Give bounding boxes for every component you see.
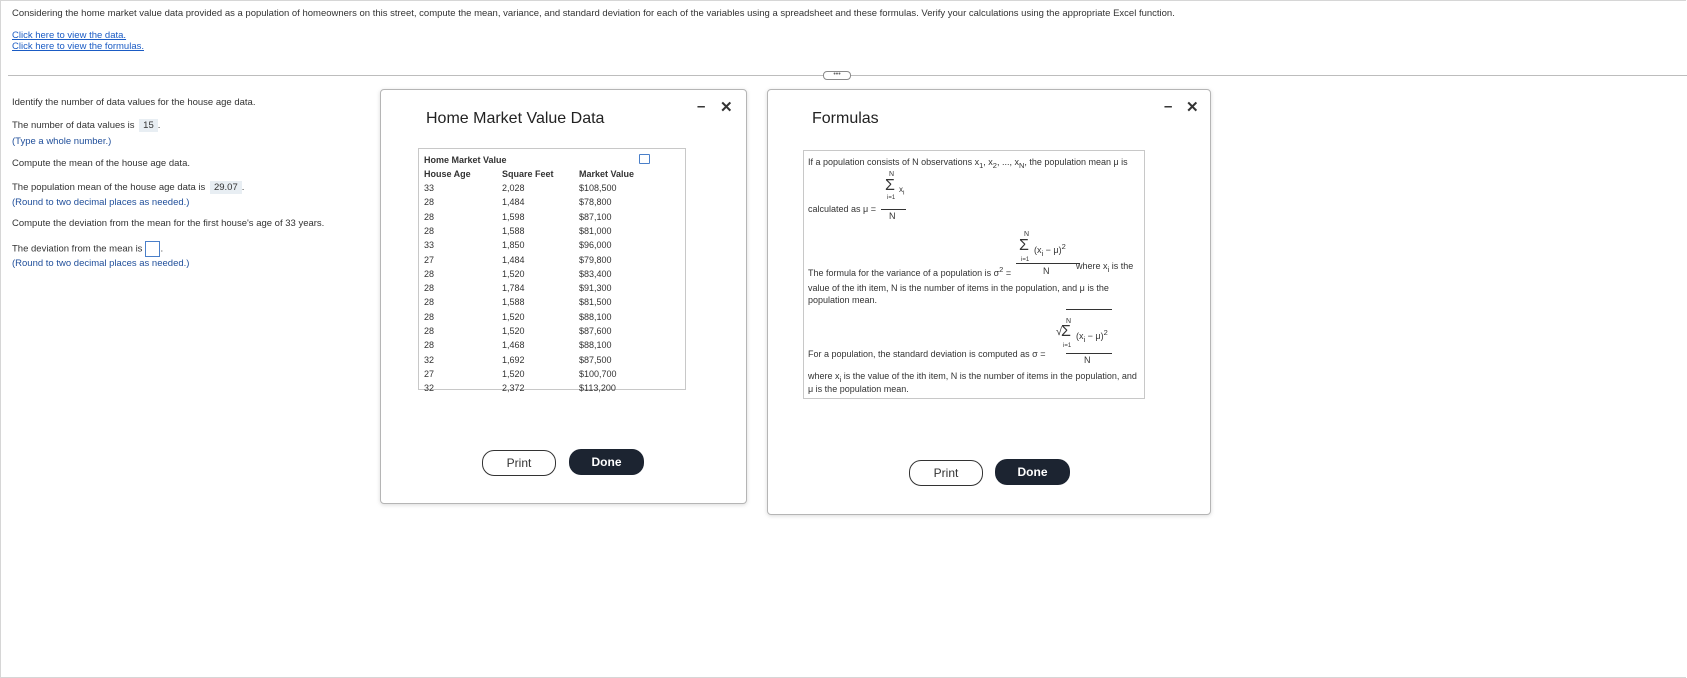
table-cell: 1,598 — [502, 211, 525, 222]
table-cell: 28 — [424, 311, 435, 322]
table-cell: 1,520 — [502, 368, 525, 379]
table-cell: $87,500 — [579, 354, 612, 365]
table-cell: $113,200 — [579, 383, 616, 394]
table-cell: 1,520 — [502, 326, 525, 336]
table-cell: $88,100 — [579, 311, 612, 322]
table-cell: $108,500 — [579, 183, 617, 193]
table-cell: 1,588 — [502, 225, 525, 236]
table-cell: 28 — [424, 211, 435, 222]
denominator-n: N — [889, 211, 896, 221]
answer-1-hint: (Type a whole number.) — [12, 136, 112, 147]
sd-text: For a population, the standard deviation is computed as σ = — [808, 349, 1046, 359]
table-cell: 1,850 — [502, 240, 525, 251]
table-cell: 28 — [424, 268, 435, 279]
sum-upper-n: N — [1024, 231, 1030, 238]
variance-where: where $x_i$ is the — [1076, 261, 1134, 274]
data-modal-title: Home Market Value Data — [426, 110, 605, 127]
table-cell: 33 — [424, 240, 435, 251]
data-modal — [380, 89, 747, 504]
table-cell: 27 — [424, 254, 435, 265]
minimize-icon[interactable]: – — [1164, 98, 1173, 115]
table-cell: 28 — [424, 297, 435, 308]
formulas-modal-title: Formulas — [812, 110, 879, 127]
question-2: Compute the mean of the house age data. — [12, 158, 190, 169]
formulas-modal — [767, 89, 1211, 515]
sum-lower: i=1 — [887, 195, 896, 201]
data-table — [418, 148, 686, 394]
sd-line2: where $x_i$ is the value of the ith item, N is the number of items in the population, and — [808, 371, 1137, 384]
denominator-n: N — [1084, 355, 1091, 365]
table-cell: 28 — [424, 340, 435, 351]
table-cell: 1,484 — [502, 197, 525, 208]
download-icon[interactable] — [639, 154, 650, 164]
print-button[interactable]: Print — [482, 450, 556, 476]
answer-1-label: The number of data values is — [12, 120, 135, 131]
table-cell: $79,800 — [579, 254, 612, 265]
answer-2-value[interactable]: 29.07 — [210, 181, 242, 194]
answer-2-label: The population mean of the house age data is — [12, 182, 206, 193]
table-cell: 1,692 — [502, 354, 525, 365]
sd-line3: μ is the population mean. — [808, 384, 909, 394]
table-cell: 1,520 — [502, 311, 525, 322]
table-cell: 28 — [424, 326, 435, 336]
minimize-icon[interactable]: – — [697, 98, 706, 115]
mean-intro: If a population consists of N observations $x_1$, $x_2$, ..., $x_N$, the population mean μ is — [808, 157, 1128, 170]
done-button[interactable]: Done — [995, 459, 1070, 485]
table-cell: $87,600 — [579, 326, 612, 336]
table-cell: $91,300 — [579, 283, 612, 294]
table-cell: $87,100 — [579, 211, 612, 222]
sum-lower: i=1 — [1063, 343, 1072, 349]
fraction-bar — [881, 209, 906, 210]
deviation-input[interactable] — [145, 241, 160, 257]
table-cell: $100,700 — [579, 368, 617, 379]
expand-handle[interactable]: ••• — [823, 71, 851, 80]
sum-icon: Σ — [885, 177, 895, 194]
table-cell: 32 — [424, 383, 435, 394]
done-button[interactable]: Done — [569, 449, 644, 475]
table-cell: $96,000 — [579, 240, 612, 251]
view-formulas-link[interactable]: Click here to view the formulas. — [12, 41, 144, 52]
sum-lower: i=1 — [1021, 257, 1030, 263]
answer-2: The population mean of the house age data is 29.07 . — [12, 182, 245, 193]
header-market-value: Market Value — [579, 169, 635, 179]
formulas-box — [803, 150, 1145, 399]
table-cell: 27 — [424, 368, 435, 379]
table-cell: $81,500 — [579, 297, 612, 308]
table-cell: $81,000 — [579, 225, 612, 236]
answer-3: The deviation from the mean is . — [12, 241, 163, 257]
print-button[interactable]: Print — [909, 460, 983, 486]
question-1: Identify the number of data values for the house age data. — [12, 97, 256, 108]
table-cell: 1,520 — [502, 268, 525, 279]
sum-icon: Σ — [1061, 323, 1071, 340]
table-cell: 1,588 — [502, 297, 525, 308]
question-3: Compute the deviation from the mean for the first house's age of 33 years. — [12, 218, 325, 229]
table-cell: 2,028 — [502, 183, 525, 193]
table-cell: 1,484 — [502, 254, 525, 265]
table-cell: 1,468 — [502, 340, 525, 351]
sqrt-icon: √ — [1056, 326, 1063, 338]
view-data-link[interactable]: Click here to view the data. — [12, 30, 127, 41]
sqrt-bar — [1066, 309, 1112, 310]
table-cell: $78,800 — [579, 197, 612, 208]
table-cell: 28 — [424, 225, 435, 236]
close-icon[interactable]: ✕ — [720, 99, 733, 116]
variance-line3: population mean. — [808, 295, 878, 305]
header-square-feet: Square Feet — [502, 169, 554, 179]
fraction-bar — [1016, 263, 1080, 264]
table-cell: 33 — [424, 183, 435, 193]
denominator-n: N — [1043, 266, 1050, 276]
answer-2-hint: (Round to two decimal places as needed.) — [12, 197, 190, 208]
sum-icon: Σ — [1019, 237, 1029, 254]
table-cell: $88,100 — [579, 340, 612, 351]
table-cell: $83,400 — [579, 268, 612, 279]
table-cell: 2,372 — [502, 383, 525, 394]
var-term: $(x_i - \mu)^2$ — [1034, 242, 1066, 258]
sum-upper-n: N — [1066, 318, 1072, 325]
table-cell: 28 — [424, 197, 435, 208]
sum-upper-n: N — [889, 171, 895, 178]
sd-term: $(x_i - \mu)^2$ — [1076, 328, 1108, 344]
table-cell: 32 — [424, 354, 435, 365]
table-cell: 1,784 — [502, 283, 525, 294]
variance-text: The formula for the variance of a population is $\sigma^2$ = — [808, 265, 1012, 278]
header-house-age: House Age — [424, 169, 471, 179]
table-title: Home Market Value — [424, 155, 507, 165]
answer-3-hint: (Round to two decimal places as needed.) — [12, 258, 190, 269]
answer-3-label: The deviation from the mean is — [12, 243, 143, 255]
variance-line2: value of the ith item, N is the number of items in the population, and μ is the — [808, 283, 1109, 293]
fraction-bar — [1066, 353, 1112, 354]
mean-calc: calculated as μ = — [808, 204, 876, 214]
sum-term: $x_i$ — [899, 185, 905, 197]
close-icon[interactable]: ✕ — [1186, 99, 1199, 116]
answer-1: The number of data values is 15 . — [12, 120, 161, 131]
question-text: Considering the home market value data provided as a population of homeowners on this street, compute the mean, variance, and standard deviation for each of the variables using a spreadsheet and these formulas. Verify your calculations using the appropriate Excel function. — [12, 8, 1175, 19]
table-cell: 28 — [424, 283, 435, 294]
answer-1-value[interactable]: 15 — [139, 119, 158, 132]
